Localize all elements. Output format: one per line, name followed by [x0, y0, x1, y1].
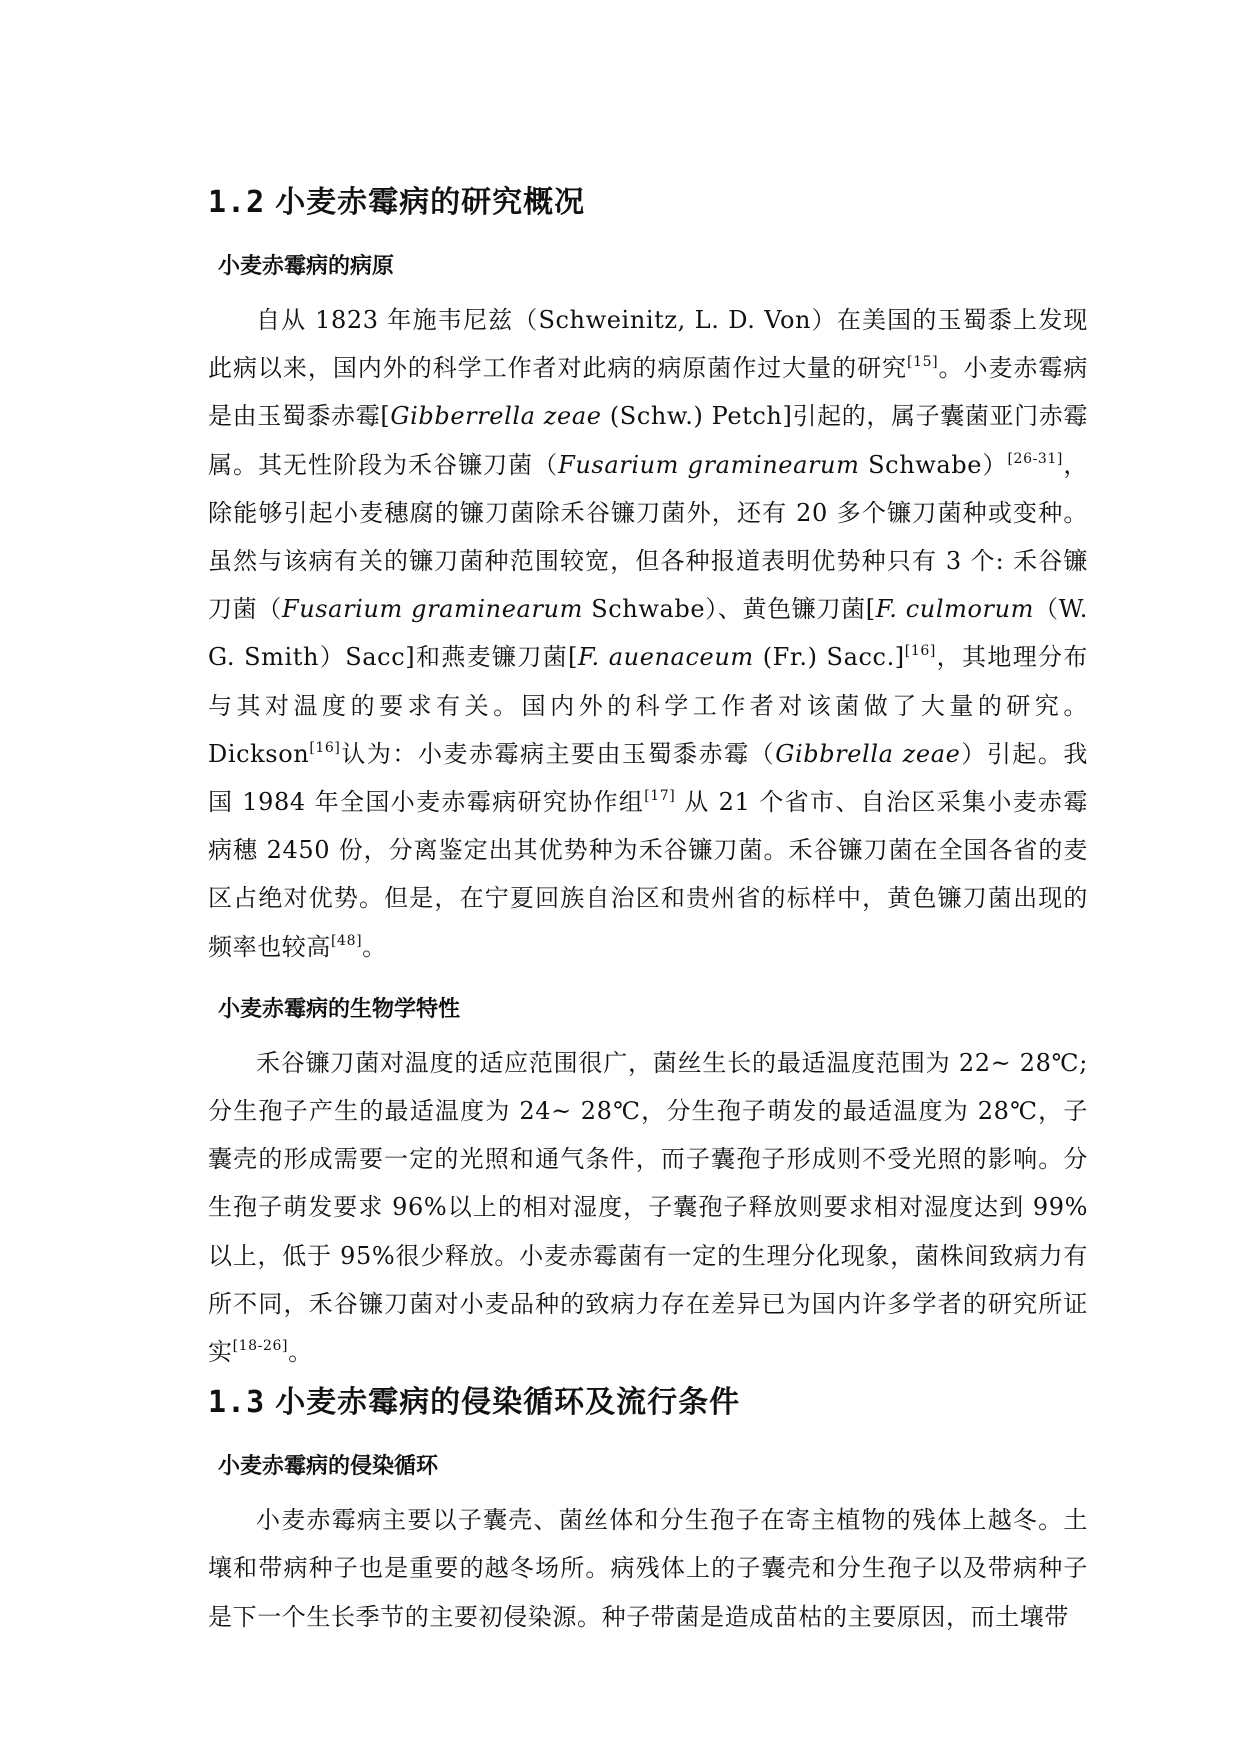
citation: [16] [904, 643, 936, 660]
section-heading-1-3 [208, 1382, 1088, 1424]
text-run: ，其地理分布与其对温度的要求有关。国内外的科学工作者对该菌做了大量的研究。Dickson [208, 643, 1089, 768]
section-title: 小麦赤霉病的研究概况 [275, 185, 586, 220]
subheading-infection-cycle: 小麦赤霉病的侵染循环 [218, 1454, 439, 1480]
text-run: ，除能够引起小麦穗腐的镰刀菌除禾谷镰刀菌外，还有 20 多个镰刀菌种或变种。虽然与该病有关的镰刀菌种范围较宽，但各种报道表明优势种只有 3 个: 禾谷镰刀菌（ [208, 450, 1088, 624]
paragraph-biology [208, 1039, 1088, 1376]
species-name: F. auenaceum [578, 643, 754, 672]
section-title: 小麦赤霉病的侵染循环及流行条件 [275, 1385, 741, 1421]
subheading-pathogen: 小麦赤霉病的病原 [218, 254, 395, 279]
section-number: 1.3 [208, 1385, 266, 1421]
citation: [15] [907, 354, 939, 371]
text-run: 禾谷镰刀菌对温度的适应范围很广，菌丝生长的最适温度范围为 22~ 28℃; 分生孢子产生的最适温度为 24~ 28℃，分生孢子萌发的最适温度为 28℃，子囊壳的形成需要一定的光照和通气条件，而子囊孢子形成则不受光照的影响。分生孢子萌发要求 96%以上的相对湿度，子囊孢子释放则要求相对湿度达到 99%以上，低于 95%很少释放。小麦赤霉菌有一定的生理分化现象，菌株间致病力有所不同，禾谷镰刀菌对小麦品种的致病力存在差异已为国内许多学者的研究所证实 [208, 1048, 1088, 1367]
text-run: 自从 1823 年施韦尼兹（Schweinitz, L. D. Von）在美国的玉蜀黍上发现此病以来，国内外的科学工作者对此病的病原菌作过大量的研究 [208, 306, 1088, 383]
text-run: 。小麦赤霉病是由玉蜀黍赤霉[ [208, 354, 1088, 431]
species-name: Fusarium graminearum [281, 595, 583, 624]
text-run: 小麦赤霉病主要以子囊壳、菌丝体和分生孢子在寄主植物的残体上越冬。土壤和带病种子也是重要的越冬场所。病残体上的子囊壳和分生孢子以及带病种子是下一个生长季节的主要初侵染源。种子带菌是造成苗枯的主要原因，而土壤带 [208, 1506, 1088, 1631]
paragraph-infection-cycle [208, 1496, 1088, 1641]
text-run: (Fr.) Sacc.] [753, 643, 905, 672]
text-run: Schwabe） [859, 450, 1008, 479]
subheading-biology: 小麦赤霉病的生物学特性 [218, 996, 461, 1022]
citation: [48] [331, 932, 363, 949]
page-content [208, 182, 1088, 1641]
section-heading-1-2 [208, 182, 1088, 224]
text-run: 。 [288, 1338, 313, 1367]
citation: [16] [309, 739, 341, 756]
citation: [17] [644, 788, 676, 805]
species-name: Gibbrella zeae [775, 739, 961, 768]
text-run: ）引起。我国 1984 年全国小麦赤霉病研究协作组 [208, 739, 1088, 817]
text-run: (Schw.) Petch]引起的，属子囊菌亚门赤霉属。其无性阶段为禾谷镰刀菌（ [208, 402, 1088, 479]
paragraph-pathogen [208, 296, 1088, 971]
citation: [26-31] [1007, 450, 1063, 467]
text-run: 。 [362, 932, 387, 961]
species-name: Fusarium graminearum [558, 450, 860, 479]
species-name: F. culmorum [875, 595, 1034, 624]
text-run: 认为：小麦赤霉病主要由玉蜀黍赤霉（ [340, 739, 776, 768]
species-name: Gibberrella zeae [390, 402, 602, 431]
section-number: 1.2 [208, 185, 266, 220]
citation: [18-26] [232, 1338, 289, 1355]
text-run: 从 21 个省市、自治区采集小麦赤霉病穗 2450 份，分离鉴定出其优势种为禾谷镰刀菌。禾谷镰刀菌在全国各省的麦区占绝对优势。但是，在宁夏回族自治区和贵州省的标样中，黄色镰刀菌出现的频率也较高 [208, 788, 1088, 961]
text-run: Schwabe）、黄色镰刀菌[ [582, 595, 876, 624]
text-run: （W. G. Smith）Sacc]和燕麦镰刀菌[ [208, 595, 1088, 672]
